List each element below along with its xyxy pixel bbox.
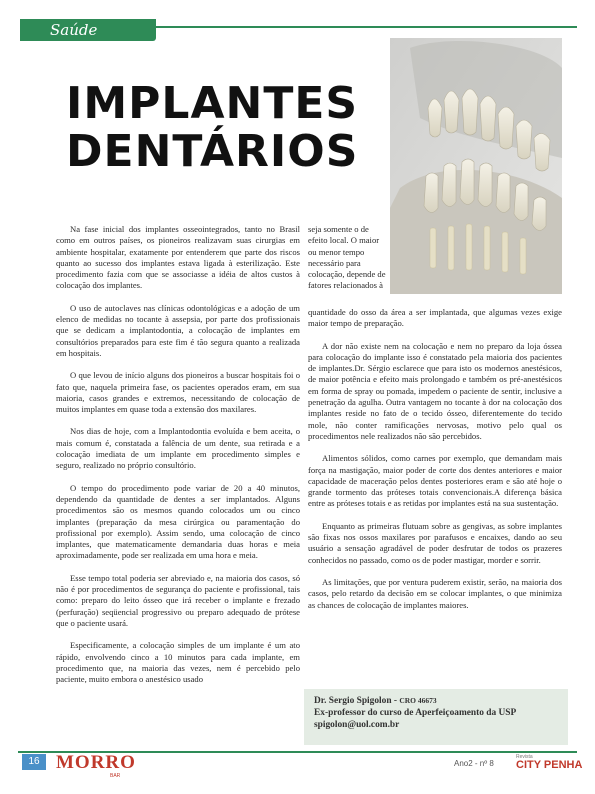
paragraph: Enquanto as primeiras flutuam sobre as gengivas, as sobre implantes são fixas nos ossos maxilares por parafusos e encaixes, dando ao seu usuário a sensação agradável de poder desfrutar de todos os prazeres conhecidos no passado, como os de poder mastigar, morder e sorrir. bbox=[308, 520, 562, 565]
paragraph: Esse tempo total poderia ser abreviado e, na maioria dos casos, só não é por procedimentos de segurança do paciente e profissional, tais como: preparo do leito ósseo que irá receber o implante e frezado (perfuração) seqüencial progressivo ou preparo adequado de prótese que o paciente usará. bbox=[56, 572, 300, 628]
paragraph: seja somente o de efeito local. O maior ou menor tempo necessário para colocação, depende de fatores relacionados à bbox=[308, 224, 386, 291]
dentures-illustration bbox=[390, 38, 562, 294]
paragraph: Nos dias de hoje, com a Implantodontia evoluída e bem aceita, o mais comum é, constatada a falência de um dente, sua retirada e a colocação imediata de um implante em procedimento simples e seguro, realizado no próprio consultório. bbox=[56, 426, 300, 471]
magazine-logo-small: Revista bbox=[516, 754, 533, 760]
paragraph: Especificamente, a colocação simples de um implante é um ato rápido, envolvendo cinco a 10 minutos para cada implante, em procedimento que, na maioria das vezes, nem é percebido pelo paciente, muito embora o anestésico usado bbox=[56, 640, 300, 685]
header-rule bbox=[150, 26, 577, 28]
issue-info: Ano2 - nº 8 bbox=[454, 759, 494, 768]
paragraph: quantidade do osso da área a ser implantada, que algumas vezes exige maior tempo de preparação. bbox=[308, 307, 562, 329]
paragraph: O tempo do procedimento pode variar de 20 a 40 minutos, dependendo da quantidade de dentes a ser implantados. Alguns procedimentos são os mesmos quando colocados um ou cinco implantes (preparação da mesa cirúrgica ou paramentação do profissional por exemplo). Assim sendo, uma colocação de cinco implantes, que matematicamente demandaria duas horas e meia aproximadamente, pode ser realizada em uma hora e meia. bbox=[56, 482, 300, 561]
paragraph: Na fase inicial dos implantes osseointegrados, tanto no Brasil como em outros países, os pioneiros realizavam suas cirurgias em ambiente hospitalar, exatamente por entenderem que parte dos riscos quanto ao sucesso dos implantes estava ligada à esterilização. Este procedimento fazia com que se associasse a idéia de altos custos à colocação dos implantes. bbox=[56, 224, 300, 291]
article-title bbox=[66, 80, 366, 176]
author-name-line bbox=[314, 695, 558, 707]
article-column-right bbox=[308, 307, 562, 622]
magazine-logo: CITY PENHA bbox=[516, 759, 583, 771]
paragraph: A dor não existe nem na colocação e nem no preparo da loja óssea para colocação do implante isso é constatado pela maioria dos pacientes de implantes.Dr. Sérgio esclarece que para isto os modernos anestésicos, de maior potência e efeito mais prolongado e também os pré-anestésicos em forma de spray ou pomada, impedem o paciente de sentir, inclusive a penetração da agulha. Outra vantagem no tocante à dor na colocação dos implantes reside no fato de o tecido ósseo, diferentemente do tecido mole, não conter ramificações nervosas, motivo pelo qual os procedimentos nele realizados não são percebidos. bbox=[308, 340, 562, 441]
author-name: Dr. Sergio Spigolon - bbox=[314, 696, 400, 706]
author-cro: CRO 46673 bbox=[399, 696, 437, 705]
article-title-line-1: IMPLANTES bbox=[66, 78, 359, 129]
author-role: Ex-professor do curso de Aperfeiçoamento da USP bbox=[314, 708, 517, 718]
article-column-right-top bbox=[308, 224, 386, 292]
section-tab bbox=[20, 19, 156, 41]
dental-model-photo bbox=[390, 38, 562, 294]
author-email: spigolon@uol.com.br bbox=[314, 720, 400, 730]
paragraph: Alimentos sólidos, como carnes por exemplo, que demandam mais força na mastigação, maior poder de corte dos dentes anteriores e maior capacidade de maceração pelos dentes posteriores eram e são até hoje o grande tormento das próteses totais convencionais.A diferença básica entre as próteses totais e as retidas por implantes está na sua sustentação. bbox=[308, 453, 562, 509]
paragraph: O uso de autoclaves nas clínicas odontológicas e a adoção de um elenco de medidas no tocante à assepsia, por parte dos profissionais que se dedicam a implantodontia, a colocação de implantes em consultórios preparados para este fim é tão segura quanto a realizada em hospitais. bbox=[56, 302, 300, 358]
article-column-left bbox=[56, 224, 300, 696]
morro-bar-logo: MORRO bbox=[56, 752, 136, 773]
author-credit-box bbox=[304, 689, 568, 745]
paragraph: O que levou de início alguns dos pioneiros a buscar hospitais foi o fato que, naquela primeira fase, os pacientes operados eram, em sua maioria, casos grandes e extremos, necessitando de colocação de muitos implantes em quase toda a extensão dos maxilares. bbox=[56, 370, 300, 415]
article-title-line-2: DENTÁRIOS bbox=[66, 126, 359, 177]
section-label: Saúde bbox=[50, 21, 98, 39]
page-number: 16 bbox=[22, 754, 46, 770]
paragraph: As limitações, que por ventura puderem existir, serão, na maioria dos casos, pelo retardo da decisão em se colocar implantes, o que minimiza as chances de colocação de implantes maiores. bbox=[308, 576, 562, 610]
morro-bar-logo-sub: BAR bbox=[110, 773, 121, 779]
